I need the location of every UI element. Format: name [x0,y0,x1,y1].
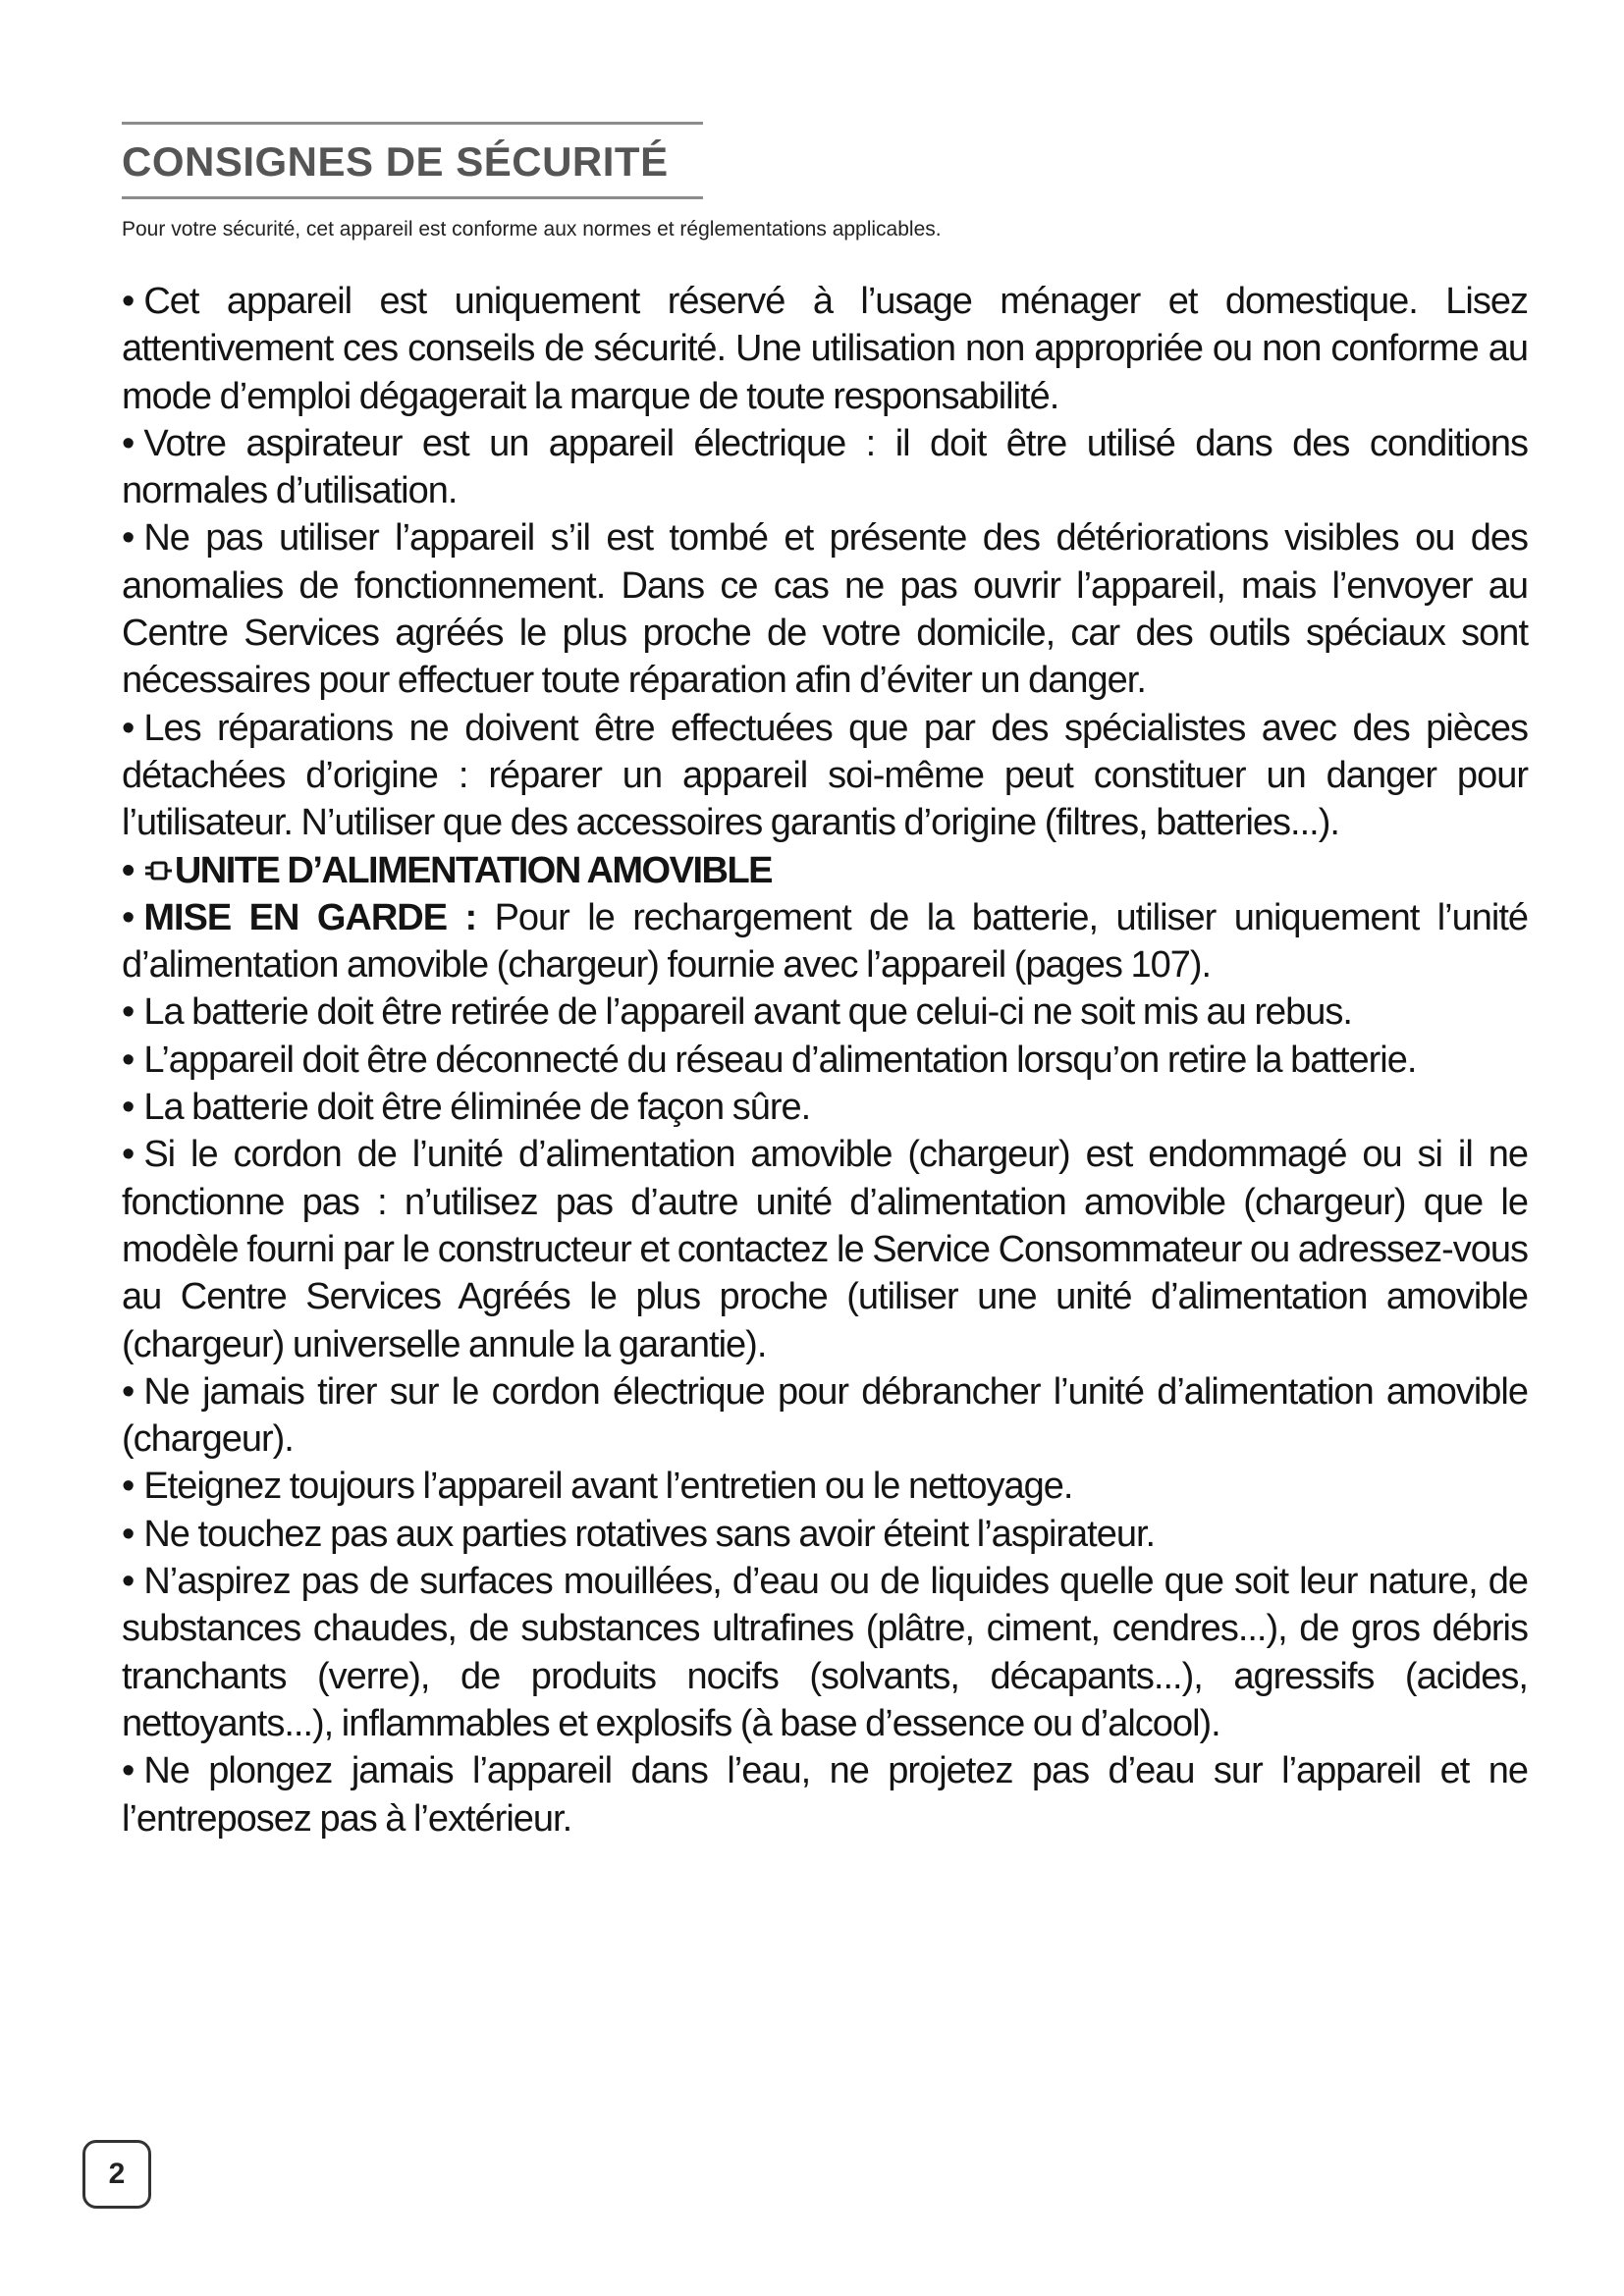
instruction-item [122,1084,1528,1131]
section-heading-text: UNITE D’ALIMENTATION AMOVIBLE [174,849,773,891]
bullet: • [122,991,135,1034]
instruction-text: Cet appareil est uniquement réservé à l’usage ménager et domestique. Lisez attentivement ces conseils de sécurité. Une utilisation non appropriée ou non conforme au mode d’emploi dégagerait la marque de toute responsabilité. [122,281,1528,417]
instruction-text: Les réparations ne doivent être effectuées que par des spécialistes avec des pièces détachées d’origine : réparer un appareil soi-même peut constituer un danger pour l’utilisateur. N’utiliser que des accessoires garantis d’origine (filtres, batteries...). [122,707,1528,844]
instruction-item [122,894,1528,989]
instruction-item [122,1368,1528,1464]
instruction-text: Votre aspirateur est un appareil électrique : il doit être utilisé dans des conditions normales d’utilisation. [122,422,1528,512]
instruction-text: N’aspirez pas de surfaces mouillées, d’eau ou de liquides quelle que soit leur nature, de substances chaudes, de substances ultrafines (plâtre, ciment, cendres...), de gros débris tranchants (verre), de produits nocifs (solvants, décapants...), agressifs (acides, nettoyants...), inflammables et explosifs (à base d’essence ou d’alcool). [122,1561,1528,1744]
instruction-item [122,705,1528,847]
instruction-text: Ne jamais tirer sur le cordon électrique pour débrancher l’unité d’alimentation amovible (chargeur). [122,1370,1528,1461]
bullet: • [122,849,134,891]
bullet: • [122,896,135,938]
bullet: • [122,707,135,749]
instruction-item [122,1037,1528,1084]
instruction-text: Si le cordon de l’unité d’alimentation amovible (chargeur) est endommagé ou si il ne fonctionne pas : n’utilisez pas d’autre unité d’alimentation amovible (chargeur) que le modèle fourni par le constructeur et contactez le Service Consommateur ou adressez-vous au Centre Services Agréés le plus proche (utiliser une unité d’alimentation amovible (chargeur) universelle annule la garantie). [122,1134,1528,1365]
instruction-text: Ne plongez jamais l’appareil dans l’eau, ne projetez pas d’eau sur l’appareil et ne l’entreposez pas à l’extérieur. [122,1750,1528,1840]
bullet: • [122,422,135,464]
bullet: • [122,1750,135,1792]
instruction-text: La batterie doit être éliminée de façon sûre. [143,1087,811,1129]
instruction-item [122,1558,1528,1747]
instruction-item [122,1747,1528,1842]
bullet: • [122,1370,135,1413]
page-subtitle: Pour votre sécurité, cet appareil est conforme aux normes et réglementations applicables. [122,218,942,240]
safety-instructions [122,278,1528,1842]
instruction-text: La batterie doit être retirée de l’appareil avant que celui-ci ne soit mis au rebus. [143,991,1352,1034]
instruction-item [122,1131,1528,1367]
header-top-rule [122,122,703,125]
instruction-text: Pour le rechargement de la batterie, utiliser uniquement l’unité d’alimentation amovible (chargeur) fournie avec l’appareil (pages 107). [122,896,1529,987]
bullet: • [122,281,135,322]
warning-label: MISE EN GARDE : [143,896,477,938]
instruction-text: Ne touchez pas aux parties rotatives sans avoir éteint l’aspirateur. [143,1513,1156,1555]
instruction-item [122,278,1528,420]
bullet: • [122,1466,135,1508]
instruction-item [122,1511,1528,1558]
instruction-item [122,514,1528,704]
instruction-text: L’appareil doit être déconnecté du réseau d’alimentation lorsqu’on retire la batterie. [143,1039,1417,1081]
instruction-text: Eteignez toujours l’appareil avant l’entretien ou le nettoyage. [143,1466,1073,1508]
page-title: CONSIGNES DE SÉCURITÉ [122,138,669,185]
bullet: • [122,1087,135,1129]
charger-plug-icon [143,856,173,885]
instruction-item [122,988,1528,1036]
header-bottom-rule [122,196,703,199]
bullet: • [122,1039,135,1081]
section-heading [122,847,1528,894]
page-number: 2 [82,2140,151,2209]
instruction-item [122,1463,1528,1510]
instruction-item [122,420,1528,515]
instruction-text: Ne pas utiliser l’appareil s’il est tombé et présente des détériorations visibles ou des anomalies de fonctionnement. Dans ce cas ne pas ouvrir l’appareil, mais l’envoyer au Centre Services agréés le plus proche de votre domicile, car des outils spéciaux sont nécessaires pour effectuer toute réparation afin d’éviter un danger. [122,517,1528,702]
bullet: • [122,517,135,560]
header [122,122,703,199]
bullet: • [122,1513,135,1555]
bullet: • [122,1561,135,1603]
bullet: • [122,1134,135,1176]
